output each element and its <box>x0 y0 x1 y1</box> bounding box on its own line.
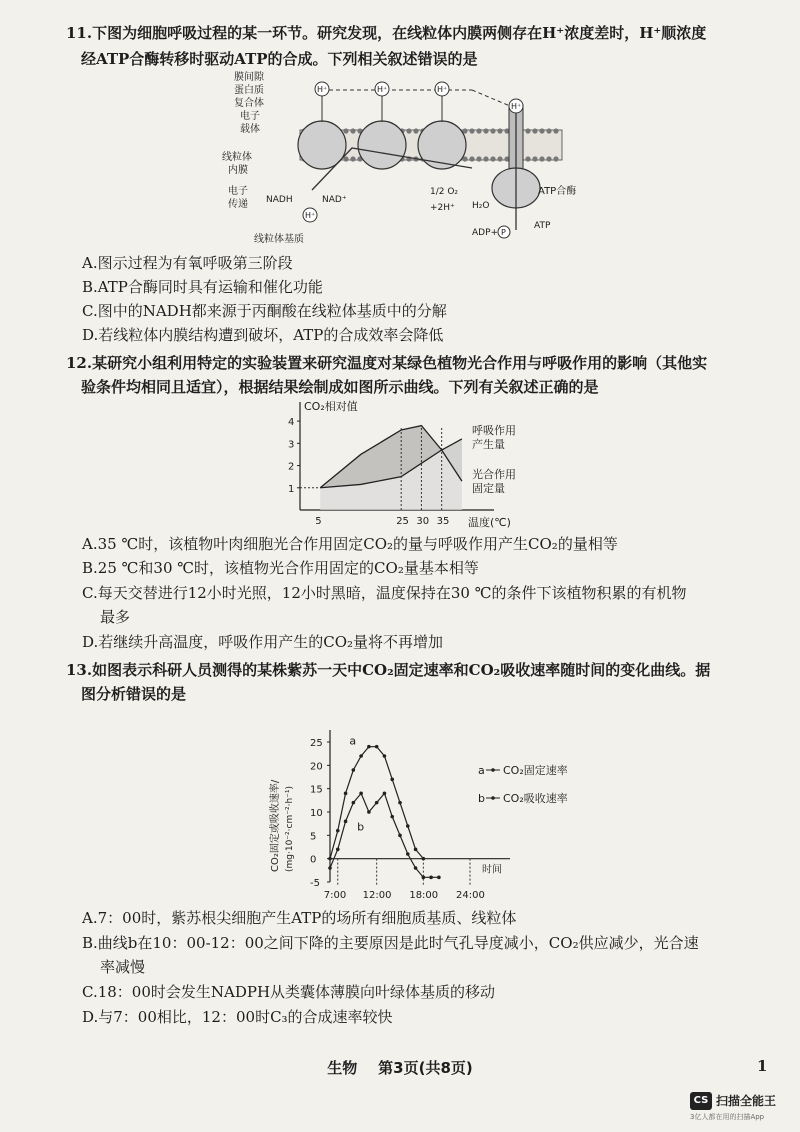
cs-logo-icon: CS <box>690 1092 712 1110</box>
series-a-line-point <box>344 792 348 796</box>
label-adp: ADP+ <box>472 228 499 238</box>
label-protein: 蛋白质 <box>234 85 264 96</box>
h-plus-label-5: H⁺ <box>305 211 316 220</box>
series-a-line-point <box>422 857 426 861</box>
label-transfer-2: 传递 <box>228 199 248 210</box>
label-2h: +2H⁺ <box>430 203 455 213</box>
x-axis-label: 温度(℃) <box>468 516 511 529</box>
label-carrier-1: 电子 <box>240 111 260 122</box>
q12-stem-line1: 12.某研究小组利用特定的实验装置来研究温度对某绿色植物光合作用与呼吸作用的影响（其他实 <box>66 354 708 372</box>
series-b-line-point <box>375 801 379 805</box>
q11-figure <box>222 70 582 250</box>
h-plus-label-2: H⁺ <box>377 85 388 94</box>
legend-a-text: CO₂固定速率 <box>503 764 568 777</box>
q12-option-c[interactable]: C.每天交替进行12小时光照，12小时黑暗，温度保持在30 ℃的条件下该植物积累的有机物 <box>82 584 687 602</box>
label-phosphate: P <box>501 228 506 237</box>
y-tick-label: 25 <box>310 738 323 749</box>
q11-stem-line2: 经ATP合酶转移时驱动ATP的合成。下列相关叙述错误的是 <box>81 50 478 68</box>
x-tick-label: 5 <box>315 516 322 527</box>
legend-photosynthesis-1: 光合作用 <box>472 468 516 481</box>
y-tick-label: 4 <box>288 417 295 429</box>
legend-respiration-1: 呼吸作用 <box>472 424 516 437</box>
series-a-line-point <box>398 801 402 805</box>
series-b-line-point <box>414 866 418 870</box>
series-b-line-point <box>328 866 332 870</box>
protein-complex-2 <box>358 121 406 169</box>
q13-option-b-cont: 率减慢 <box>100 958 146 976</box>
label-inner-membrane-1: 线粒体 <box>222 152 252 163</box>
x-tick-label: 7:00 <box>323 890 347 901</box>
q11-option-a[interactable]: A.图示过程为有氧呼吸第三阶段 <box>82 254 293 272</box>
x-tick-label: 25 <box>396 516 409 527</box>
q12-option-b[interactable]: B.25 ℃和30 ℃时，该植物光合作用固定的CO₂量基本相等 <box>82 559 479 577</box>
q13-option-d[interactable]: D.与7：00相比，12：00时C₃的合成速率较快 <box>82 1008 393 1026</box>
y-tick-label: 20 <box>310 761 323 773</box>
series-a-line-point <box>390 778 394 782</box>
y-tick-label: 10 <box>310 808 323 819</box>
series-b-line-point <box>336 848 340 852</box>
legend-b-key: b <box>478 792 485 805</box>
series-a-line-point <box>359 754 363 758</box>
q12-option-c-cont: 最多 <box>100 608 131 626</box>
series-a-line-point <box>352 768 356 772</box>
series-b-line-point <box>398 834 402 838</box>
x-tick-label: 18:00 <box>409 890 439 901</box>
series-a-line-point <box>367 745 371 749</box>
y-tick-label: 15 <box>310 784 323 796</box>
series-b-line-point <box>383 792 387 796</box>
h-plus-label-4: H⁺ <box>511 102 522 111</box>
q11-option-c[interactable]: C.图中的NADH都来源于丙酮酸在线粒体基质中的分解 <box>82 302 447 320</box>
series-b-line-point <box>437 876 441 880</box>
q12-stem-line2: 验条件均相同且适宜），根据结果绘制成如图所示曲线。下列有关叙述正确的是 <box>81 378 599 396</box>
legend-photosynthesis-2: 固定量 <box>472 482 505 495</box>
x-tick-label: 30 <box>416 516 430 527</box>
series-a-line-point <box>383 754 387 758</box>
series-b-line-point <box>359 792 363 796</box>
series-b-line-point <box>429 876 433 880</box>
q13-option-b[interactable]: B.曲线b在10：00-12：00之间下降的主要原因是此时气孔导度减小，CO₂供应减少，光合速 <box>82 934 699 952</box>
label-intermembrane: 膜间隙 <box>234 72 264 83</box>
y-tick-label: 2 <box>288 461 295 473</box>
q11-stem-line1: 11.下图为细胞呼吸过程的某一环节。研究发现，在线粒体内膜两侧存在H⁺浓度差时，H⁺顺浓度 <box>66 24 707 42</box>
series-b-line-point <box>390 815 394 819</box>
footer-page: 第3页(共8页) <box>378 1059 473 1077</box>
y-tick-label: 1 <box>288 483 295 495</box>
x-tick-label: 24:00 <box>456 890 485 901</box>
h-plus-label-3: H⁺ <box>437 85 448 94</box>
series-a-line-point <box>414 848 418 852</box>
h-plus-label-1: H⁺ <box>317 85 328 94</box>
series-b-line-point <box>344 820 348 824</box>
y-axis-label: CO₂相对值 <box>304 400 358 413</box>
label-complex: 复合体 <box>234 98 264 109</box>
co2-rate-time-chart <box>260 702 568 902</box>
series-b-line-point <box>406 852 410 856</box>
q13-option-c[interactable]: C.18：00时会发生NADPH从类囊体薄膜向叶绿体基质的移动 <box>82 983 496 1001</box>
label-carrier-2: 载体 <box>240 124 260 135</box>
y-tick-label: 3 <box>288 439 295 451</box>
cs-app-name: 扫描全能王 <box>716 1094 777 1108</box>
q13-stem-line1: 13.如图表示科研人员测得的某株紫苏一天中CO₂固定速率和CO₂吸收速率随时间的变化曲线。据 <box>66 661 711 679</box>
cs-tagline: 3亿人都在用的扫描App <box>690 1113 765 1121</box>
q11-option-b[interactable]: B.ATP合酶同时具有运输和催化功能 <box>82 278 323 296</box>
series-a-label: a <box>349 734 357 748</box>
legend-b-text: CO₂吸收速率 <box>503 792 568 805</box>
series-b-line <box>330 793 439 877</box>
y-tick-label: 0 <box>310 854 317 866</box>
y-tick-label: 5 <box>310 831 317 843</box>
q12-option-d[interactable]: D.若继续升高温度，呼吸作用产生的CO₂量将不再增加 <box>82 633 444 651</box>
y-axis-label-2: (mg·10⁻²·cm⁻²·h⁻¹) <box>285 785 295 872</box>
series-a-line-point <box>375 745 379 749</box>
label-inner-membrane-2: 内膜 <box>228 165 248 176</box>
label-half-o2: 1/2 O₂ <box>430 187 459 197</box>
series-b-line-point <box>367 810 371 814</box>
y-tick-label: -5 <box>310 878 320 889</box>
legend-respiration-2: 产生量 <box>472 438 505 451</box>
label-transfer-1: 电子 <box>228 186 248 197</box>
q12-option-a[interactable]: A.35 ℃时，该植物叶肉细胞光合作用固定CO₂的量与呼吸作用产生CO₂的量相等 <box>82 535 618 553</box>
label-atp-synthase: ATP合酶 <box>538 186 577 197</box>
footer-subject: 生物 <box>327 1059 358 1077</box>
series-a-line-point <box>406 824 410 828</box>
series-b-line-point <box>422 876 426 880</box>
x-tick-label: 35 <box>436 516 450 527</box>
page-footer <box>0 1057 800 1078</box>
y-axis-label-1: CO₂固定或吸收速率/ <box>270 779 281 872</box>
protein-complex-3 <box>418 121 466 169</box>
series-a-line-point <box>328 857 332 861</box>
series-b-line-point <box>352 801 356 805</box>
label-nad: NAD⁺ <box>322 195 347 205</box>
q13-stem-line2: 图分析错误的是 <box>81 685 187 703</box>
legend-a-key: a <box>478 764 485 777</box>
q13-option-a[interactable]: A.7：00时，紫苏根尖细胞产生ATP的场所有细胞质基质、线粒体 <box>82 909 517 927</box>
q11-option-d[interactable]: D.若线粒体内膜结构遭到破坏，ATP的合成效率会降低 <box>82 326 444 344</box>
temperature-co2-chart <box>268 398 538 528</box>
label-matrix: 线粒体基质 <box>254 234 304 245</box>
x-tick-label: 12:00 <box>362 890 392 901</box>
label-h2o: H₂O <box>472 201 490 211</box>
scanner-watermark <box>690 1090 794 1128</box>
label-atp: ATP <box>534 221 551 231</box>
page-mark: 1 <box>757 1057 768 1075</box>
series-a-line-point <box>336 829 340 833</box>
label-nadh: NADH <box>266 195 293 205</box>
x-axis-label: 时间 <box>482 864 502 876</box>
series-b-label: b <box>357 820 365 834</box>
